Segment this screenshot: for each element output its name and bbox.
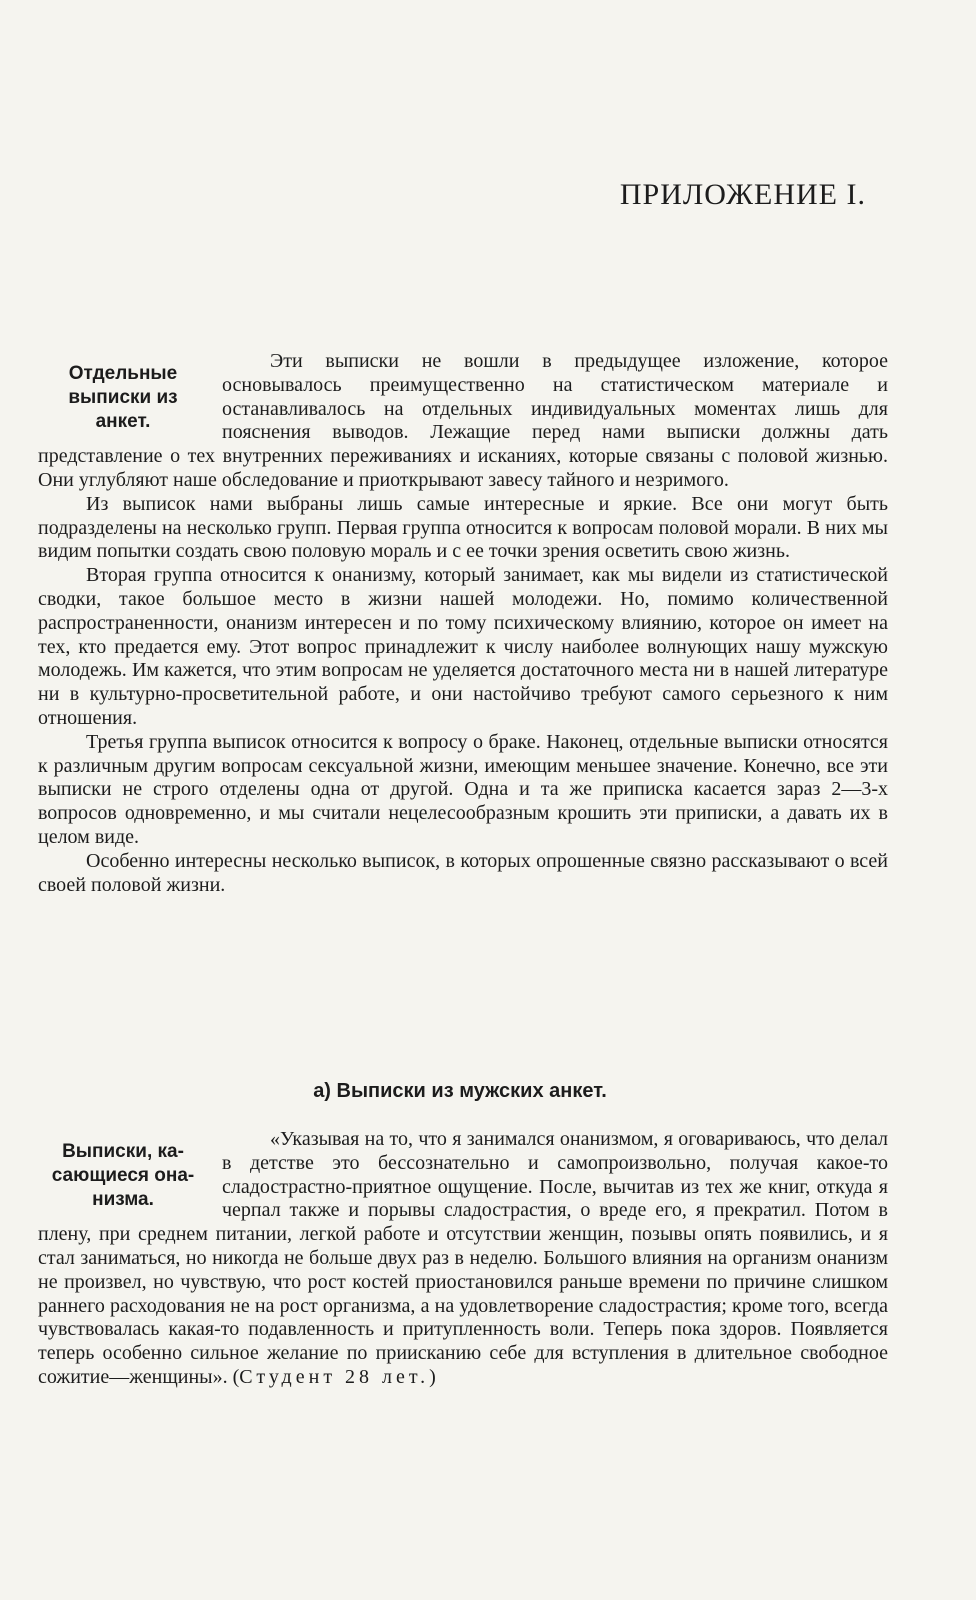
paragraph: Эти выписки не вошли в предыдущее изложение, которое основывалось преимущественно на статистическом материале и останавливалось на отдельных индивидуальных моментах лишь для пояснения выводов. Лежащие перед нами выписки должны дать представление о тех внутренних переживаниях и исканиях, которые связаны с половой жизнью. Они углубляют наше обследование и приоткрывают завесу тайного и незримого. <box>38 350 888 491</box>
side-note-onanism <box>38 1140 208 1212</box>
appendix-title: ПРИЛОЖЕНИЕ I. <box>619 178 866 211</box>
paragraph: Из выписок нами выбраны лишь самые интересные и яркие. Все они могут быть подразделены на несколько групп. Первая группа относится к вопросам половой морали. В них мы видим попытки создать свою половую мораль и с ее точки зрения осветить свою жизнь. <box>38 492 888 563</box>
side-note-line: низма. <box>92 1189 154 1210</box>
paragraph: Третья группа выписок относится к вопросу о браке. Наконец, отдельные выписки относятся к различным другим вопросам сексуальной жизни, имеющим меньшее значение. Конечно, все эти выписки не строго отделены одна от другой. Одна и та же приписка касается зараз 2—3-х вопросов одновременно, и мы считали нецелесообразным крошить эти приписки, а давать их в целом виде. <box>38 730 888 848</box>
side-note-line: анкет. <box>95 411 151 432</box>
section-heading: а) Выписки из мужских анкет. <box>313 1080 607 1102</box>
side-note-line: Отдельные <box>68 363 178 384</box>
side-note-line: сающиеся она- <box>51 1165 195 1186</box>
intro-section <box>38 350 888 897</box>
paragraph: Вторая группа относится к онанизму, который занимает, как мы видели из статистической сводки, такое большое место в жизни нашей молодежи. Но, помимо количественной распространенности, онанизм интересен и по тому психическому влиянию, которое он имеет на тех, кто предается ему. Этот вопрос принадлежит к числу наиболее волнующих нашу мужскую молодежь. Им кажется, что этим вопросам не уделяется достаточного места ни в нашей литературе ни в культурно-просветительной работе, и они настойчиво требуют самого серьезного к ним отношения. <box>38 564 888 729</box>
quote-text: «Указывая на то, что я занимался онанизмом, я оговариваюсь, что делал в детстве это бессознательно и самопроизвольно, получая какое-то сладострастно-приятное ощущение. После, вычитав из тех же книг, откуда я черпал также и порывы сладострастия, о вреде его, я прекратил. Потом в плену, при среднем питании, легкой работе и отсутствии женщин, позывы опять появились, и я стал заниматься, но никогда не больше двух раз в неделю. Большого влияния на организм онанизм не произвел, но чувствую, что рост костей приостановился раньше времени по причине слишком раннего расходования не на рост организма, а на удовлетворение сладострастия; кроме того, всегда чувствовалась какая-то подавленность и притупленность воли. Теперь пока здоров. Появляется теперь особенно сильное желание по приисканию себе для вступления в длительное свободное сожитие—женщины». ( <box>38 1128 888 1388</box>
quote-section <box>38 1128 888 1390</box>
side-note-excerpts <box>38 362 208 434</box>
quote-attribution: Студент 28 лет. <box>239 1365 430 1388</box>
side-note-line: Выписки, ка- <box>62 1141 184 1162</box>
paragraph: Особенно интересны несколько выписок, в которых опрошенные связно рассказывают о всей своей половой жизни. <box>38 849 888 896</box>
quote-close: ) <box>429 1365 436 1388</box>
side-note-line: выписки из <box>68 387 178 408</box>
